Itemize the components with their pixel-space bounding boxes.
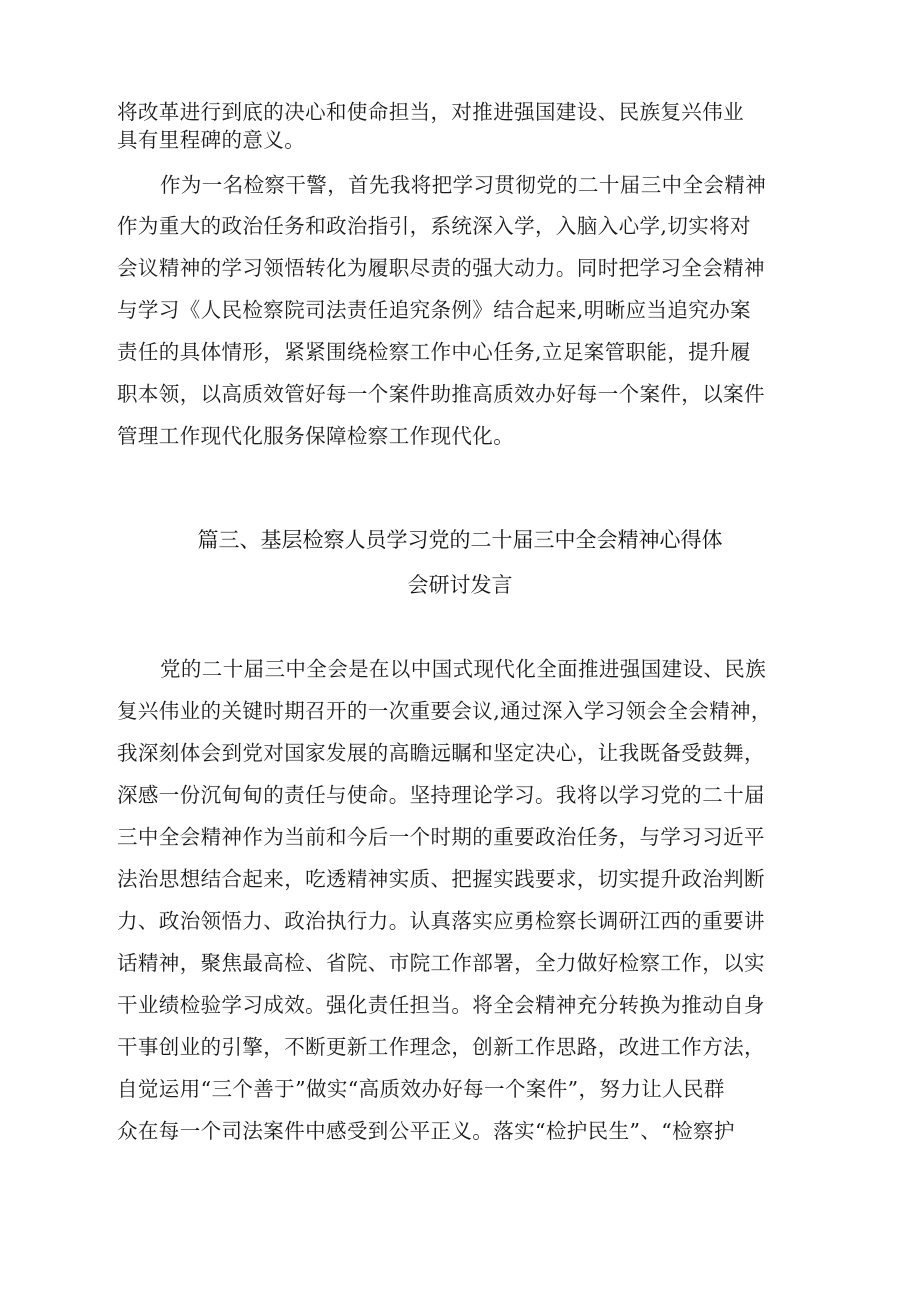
text-line: 深感一份沉甸甸的责任与使命。坚持理论学习。我将以学习党的二十届: [117, 783, 765, 807]
text-line: 干业绩检验学习成效。强化责任担当。将全会精神充分转换为推动自身: [117, 993, 765, 1017]
text-line: 会议精神的学习领悟转化为履职尽责的强大动力。同时把学习全会精神: [117, 256, 765, 280]
text-line: 复兴伟业的关键时期召开的一次重要会议,通过深入学习领会全会精神，: [117, 699, 772, 723]
text-line: 话精神，聚焦最高检、省院、市院工作部署，全力做好检察工作，以实: [117, 951, 765, 975]
text-line: 我深刻体会到党对国家发展的高瞻远瞩和坚定决心，让我既备受鼓舞，: [117, 741, 765, 765]
text-line: 法治思想结合起来，吃透精神实质、把握实践要求，切实提升政治判断: [117, 867, 765, 891]
section-title-line-2: 会研讨发言: [407, 573, 513, 597]
text-line: 职本领，以高质效管好每一个案件助推高质效办好每一个案件，以案件: [117, 382, 765, 406]
text-line: 党的二十届三中全会是在以中国式现代化全面推进强国建设、民族: [160, 657, 767, 681]
text-line: 三中全会精神作为当前和今后一个时期的重要政治任务，与学习习近平: [117, 825, 765, 849]
text-line: 责任的具体情形，紧紧围绕检察工作中心任务,立足案管职能，提升履: [117, 340, 751, 364]
text-line: 管理工作现代化服务保障检察工作现代化。: [117, 424, 515, 448]
text-line: 力、政治领悟力、政治执行力。认真落实应勇检察长调研江西的重要讲: [117, 909, 765, 933]
text-line: 将改革进行到底的决心和使命担当，对推进强国建设、民族复兴伟业: [117, 100, 744, 124]
text-line: 众在每一个司法案件中感受到公平正义。落实“检护民生”、“检察护: [117, 1119, 735, 1143]
text-line: 具有里程碑的意义。: [117, 128, 306, 152]
text-line: 作为重大的政治任务和政治指引，系统深入学，入脑入心学,切实将对: [117, 214, 751, 238]
section-title-line-1: 篇三、基层检察人员学习党的二十届三中全会精神心得体: [197, 528, 723, 552]
text-line: 自觉运用“三个善于”做实“高质效办好每一个案件”，努力让人民群: [117, 1077, 725, 1101]
text-line: 与学习《人民检察院司法责任追究条例》结合起来,明晰应当追究办案: [117, 298, 751, 322]
text-line: 干事创业的引擎，不断更新工作理念，创新工作思路，改进工作方法，: [117, 1035, 765, 1059]
text-line: 作为一名检察干警，首先我将把学习贯彻党的二十届三中全会精神: [160, 173, 767, 197]
